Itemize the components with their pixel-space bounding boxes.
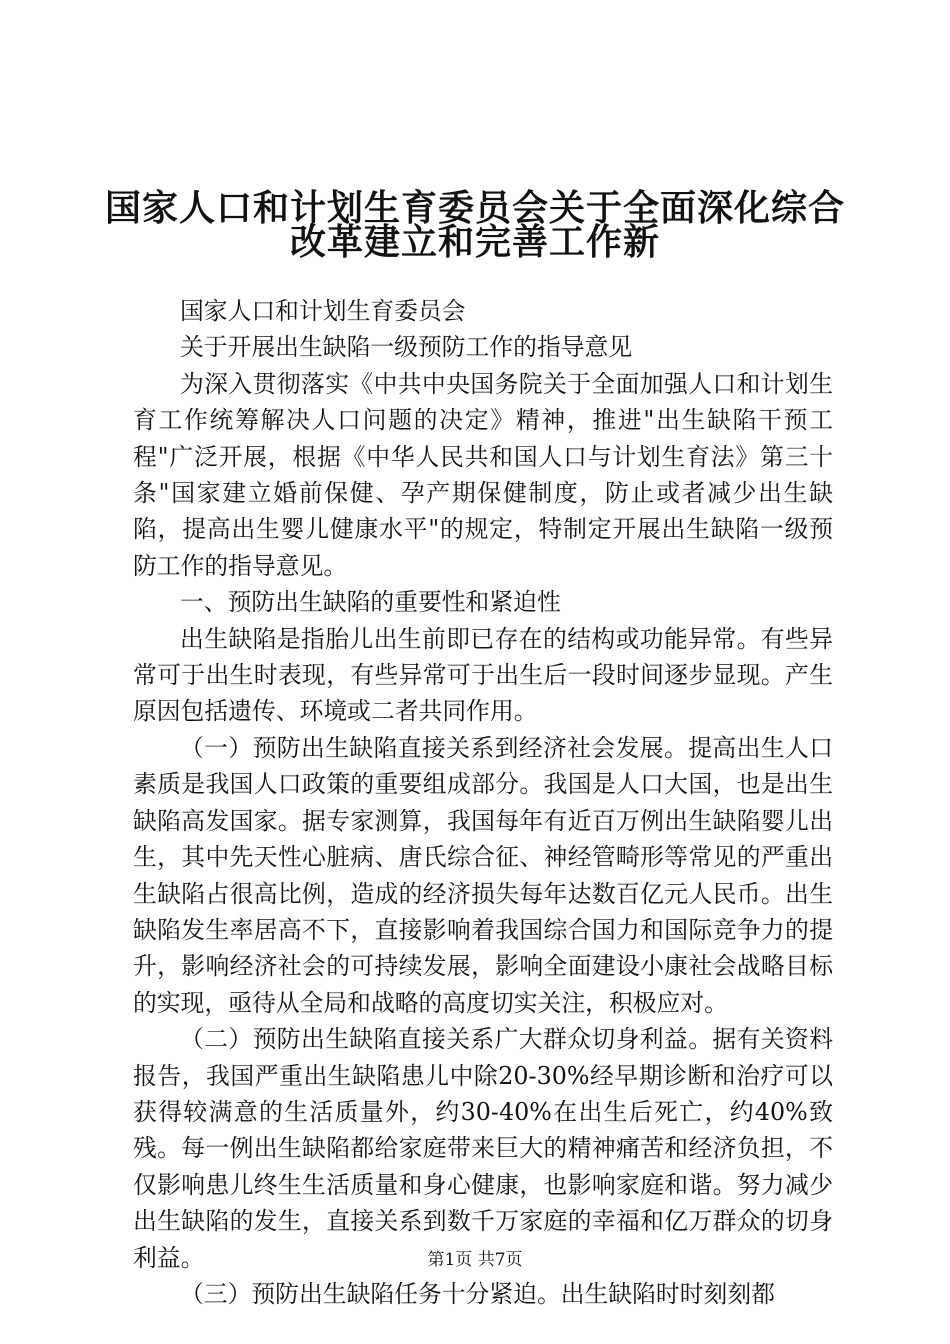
body-paragraph: （二）预防出生缺陷直接关系广大群众切身利益。据有关资料报告，我国严重出生缺陷患儿中除20-30%经早期诊断和治疗可以获得较满意的生活质量外，约30-40%在出生后死亡，约40%致残。每一例出生缺陷都给家庭带来巨大的精神痛苦和经济负担，不仅影响患儿终生生活质量和身心健康，也影响家庭和谐。努力减少出生缺陷的发生，直接关系到数千万家庭的幸福和亿万群众的切身利益。 <box>133 1025 833 1272</box>
body-paragraph: （三）预防出生缺陷任务十分紧迫。出生缺陷时时刻刻都 <box>180 1279 775 1308</box>
section-heading: 一、预防出生缺陷的重要性和紧迫性 <box>180 588 561 617</box>
page-number-footer: 第1页 共7页 <box>427 1250 523 1270</box>
body-paragraph: 为深入贯彻落实《中共中央国务院关于全面加强人口和计划生育工作统筹解决人口问题的决定》精神，推进"出生缺陷干预工程"广泛开展，根据《中华人民共和国人口与计划生育法》第三十条"国家建立婚前保健、孕产期保健制度，防止或者减少出生缺陷，提高出生婴儿健康水平"的规定，特制定开展出生缺陷一级预防工作的指导意见。 <box>133 369 833 580</box>
document-title-line-1: 国家人口和计划生育委员会关于全面深化综合 <box>104 187 845 229</box>
subtitle-line: 关于开展出生缺陷一级预防工作的指导意见 <box>180 333 633 362</box>
body-paragraph: （一）预防出生缺陷直接关系到经济社会发展。提高出生人口素质是我国人口政策的重要组成部分。我国是人口大国，也是出生缺陷高发国家。据专家测算，我国每年有近百万例出生缺陷婴儿出生，其中先天性心脏病、唐氏综合征、神经管畸形等常见的严重出生缺陷占很高比例，造成的经济损失每年达数百亿元人民币。出生缺陷发生率居高不下，直接影响着我国综合国力和国际竞争力的提升，影响经济社会的可持续发展，影响全面建设小康社会战略目标的实现，亟待从全局和战略的高度切实关注，积极应对。 <box>133 733 833 1017</box>
body-paragraph: 出生缺陷是指胎儿出生前即已存在的结构或功能异常。有些异常可于出生时表现，有些异常可于出生后一段时间逐步显现。产生原因包括遗传、环境或二者共同作用。 <box>133 624 833 726</box>
document-body <box>133 293 833 1312</box>
issuer-line: 国家人口和计划生育委员会 <box>180 297 466 325</box>
document-title-line-2: 改革建立和完善工作新 <box>289 221 660 263</box>
